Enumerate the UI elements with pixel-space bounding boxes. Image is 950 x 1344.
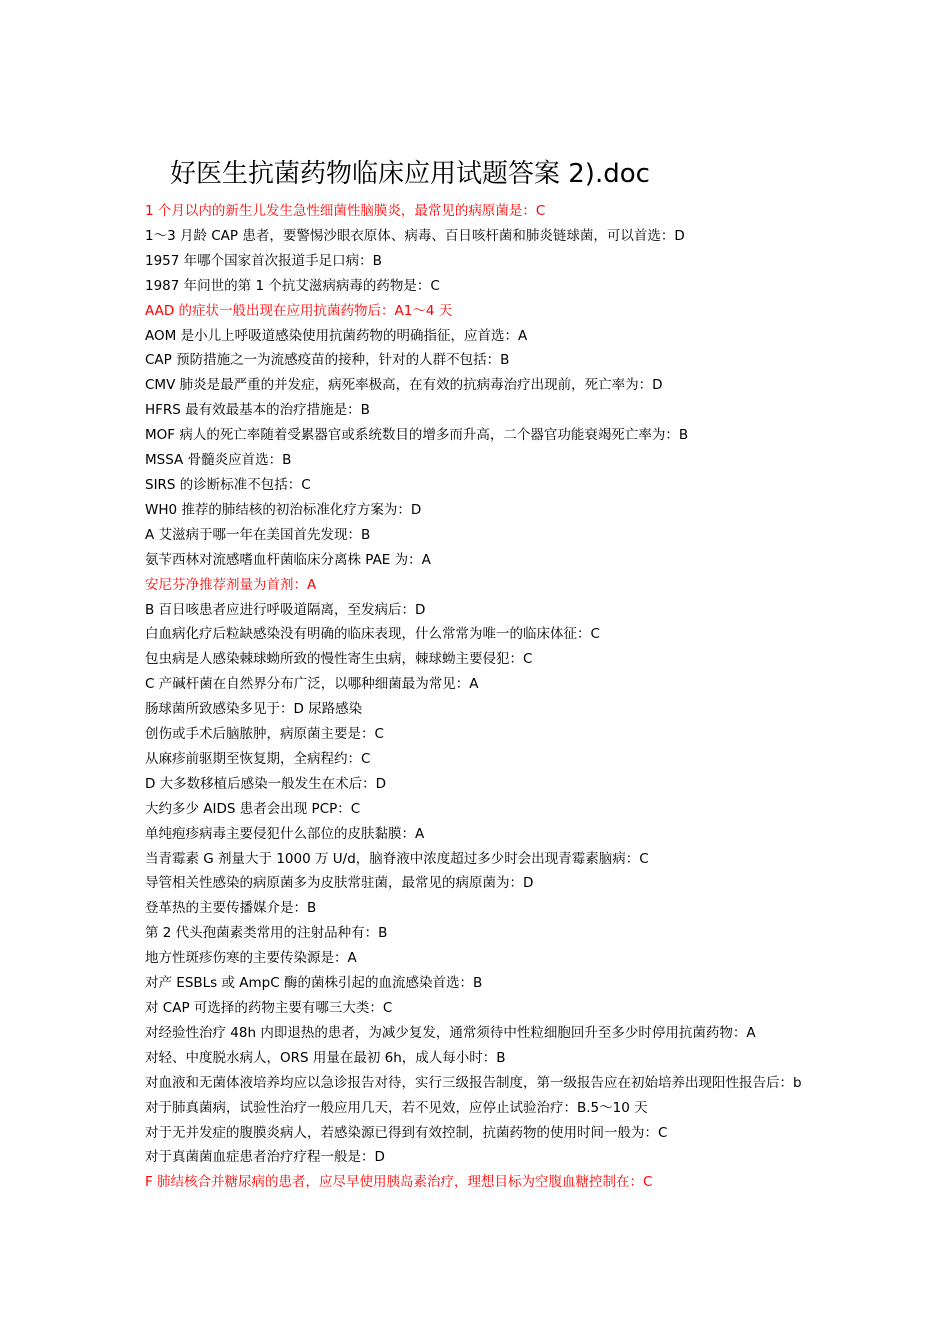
question-line: 登革热的主要传播媒介是：B: [145, 900, 317, 917]
question-line: 创伤或手术后脑脓肿，病原菌主要是：C: [145, 726, 384, 743]
question-line: 当青霉素 G 剂量大于 1000 万 U/d，脑脊液中浓度超过多少时会出现青霉素脑病：C: [145, 850, 649, 867]
question-line: HFRS 最有效最基本的治疗措施是：B: [145, 402, 370, 419]
question-line: WH0 推荐的肺结核的初治标准化疗方案为：D: [145, 501, 422, 518]
question-list: [145, 199, 815, 1195]
question-line: 包虫病是人感染棘球蚴所致的慢性寄生虫病，棘球蚴主要侵犯：C: [145, 651, 533, 668]
question-line: 地方性斑疹伤寒的主要传染源是：A: [145, 950, 357, 967]
question-line: B 百日咳患者应进行呼吸道隔离，至发病后：D: [145, 601, 426, 618]
question-line: 白血病化疗后粒缺感染没有明确的临床表现，什么常常为唯一的临床体征：C: [145, 626, 600, 643]
question-line: 第 2 代头孢菌素类常用的注射品种有：B: [145, 925, 388, 942]
question-line: 对于肺真菌病，试验性治疗一般应用几天，若不见效，应停止试验治疗：B.5～10 天: [145, 1099, 648, 1116]
question-line: 导管相关性感染的病原菌多为皮肤常驻菌，最常见的病原菌为：D: [145, 875, 534, 892]
question-line: 1987 年问世的第 1 个抗艾滋病病毒的药物是：C: [145, 277, 440, 294]
question-line: MOF 病人的死亡率随着受累器官或系统数目的增多而升高，二个器官功能衰竭死亡率为：B: [145, 427, 689, 444]
question-line: 单纯疱疹病毒主要侵犯什么部位的皮肤黏膜：A: [145, 825, 425, 842]
question-line: SIRS 的诊断标准不包括：C: [145, 476, 311, 493]
question-line: 从麻疹前驱期至恢复期，全病程约：C: [145, 750, 371, 767]
question-line: 1 个月以内的新生儿发生急性细菌性脑膜炎，最常见的病原菌是：C: [145, 203, 546, 219]
question-line: 对产 ESBLs 或 AmpC 酶的菌株引起的血流感染首选：B: [145, 975, 483, 992]
question-line: CAP 预防措施之一为流感疫苗的接种，针对的人群不包括：B: [145, 352, 510, 369]
question-line: AAD 的症状一般出现在应用抗菌药物后：A1～4 天: [145, 302, 453, 319]
question-line: 安尼芬净推荐剂量为首剂：A: [145, 576, 317, 593]
question-line: A 艾滋病于哪一年在美国首先发现：B: [145, 526, 371, 543]
question-line: 对于无并发症的腹膜炎病人，若感染源已得到有效控制，抗菌药物的使用时间一般为：C: [145, 1124, 668, 1141]
question-line: 对血液和无菌体液培养均应以急诊报告对待，实行三级报告制度，第一级报告应在初始培养出现阳性报告后：b: [145, 1074, 802, 1091]
question-line: 氨苄西林对流感嗜血杆菌临床分离株 PAE 为：A: [145, 551, 431, 568]
question-line: 对经验性治疗 48h 内即退热的患者，为减少复发，通常须待中性粒细胞回升至多少时停用抗菌药物：A: [145, 1024, 756, 1041]
question-line: CMV 肺炎是最严重的并发症，病死率极高，在有效的抗病毒治疗出现前，死亡率为：D: [145, 377, 663, 394]
question-line: F 肺结核合并糖尿病的患者，应尽早使用胰岛素治疗，理想目标为空腹血糖控制在：C: [145, 1174, 653, 1191]
question-line: 对 CAP 可选择的药物主要有哪三大类：C: [145, 1000, 393, 1016]
question-line: 肠球菌所致感染多见于：D 尿路感染: [145, 701, 363, 718]
question-line: 对轻、中度脱水病人，ORS 用量在最初 6h，成人每小时：B: [145, 1049, 506, 1066]
question-line: C 产碱杆菌在自然界分布广泛，以哪种细菌最为常见：A: [145, 676, 479, 693]
question-line: 对于真菌菌血症患者治疗疗程一般是：D: [145, 1149, 385, 1166]
question-line: MSSA 骨髓炎应首选：B: [145, 452, 292, 469]
question-line: 大约多少 AIDS 患者会出现 PCP：C: [145, 800, 361, 817]
question-line: AOM 是小儿上呼吸道感染使用抗菌药物的明确指征，应首选：A: [145, 327, 528, 344]
question-line: D 大多数移植后感染一般发生在术后：D: [145, 775, 387, 792]
question-line: 1957 年哪个国家首次报道手足口病：B: [145, 252, 382, 269]
document-title: 好医生抗菌药物临床应用试题答案 2).doc: [170, 159, 650, 189]
question-line: 1～3 月龄 CAP 患者，要警惕沙眼衣原体、病毒、百日咳杆菌和肺炎链球菌，可以首选：D: [145, 227, 685, 244]
